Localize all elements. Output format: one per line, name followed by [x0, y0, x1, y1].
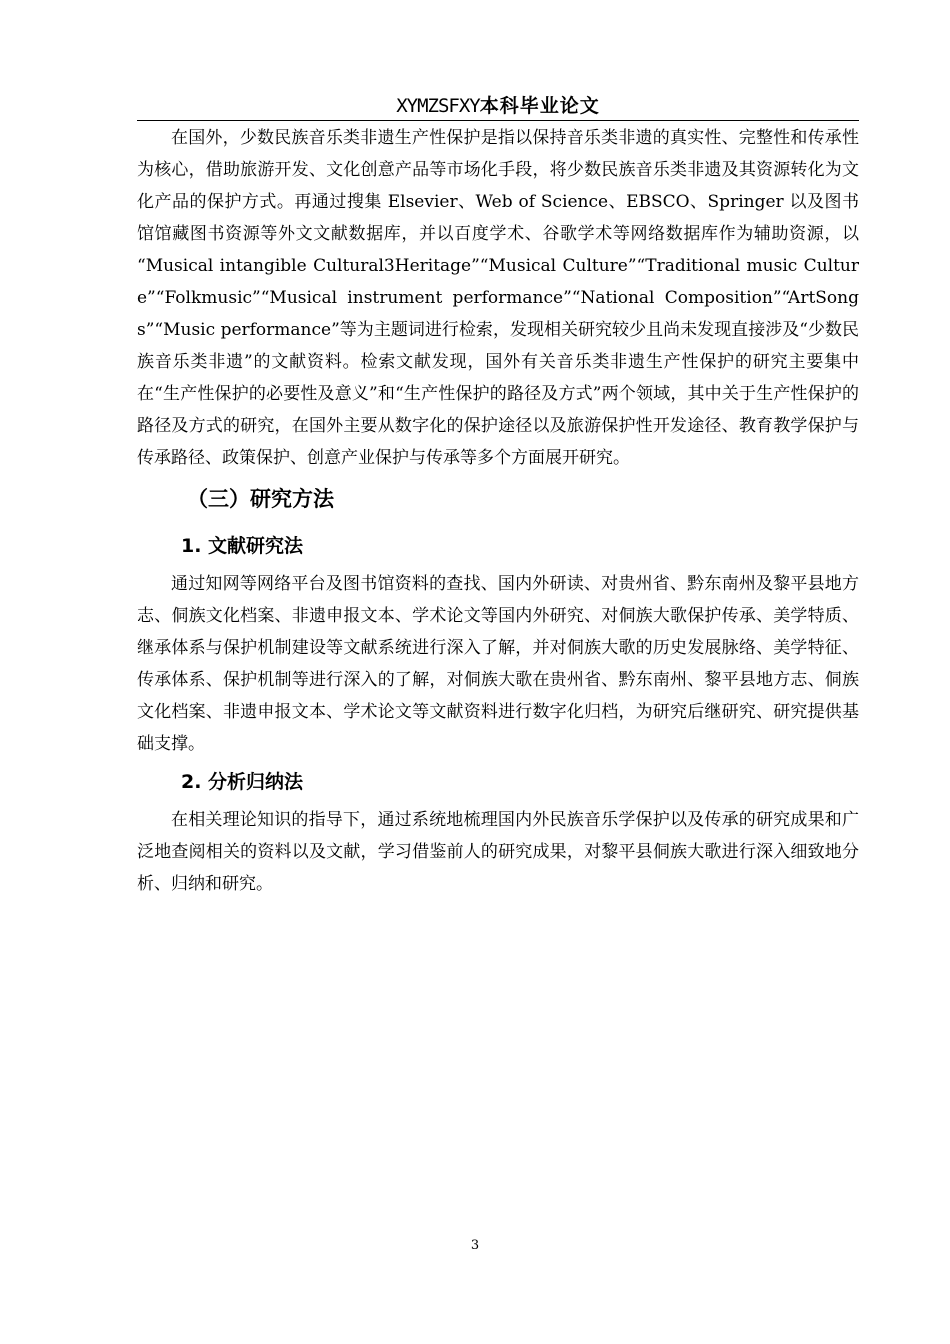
section-heading-research-methods: （三）研究方法	[187, 487, 334, 511]
running-header	[137, 92, 859, 121]
header-school-code: XYMZSFXY	[396, 95, 480, 117]
paragraph-foreign-research: 在国外，少数民族音乐类非遗生产性保护是指以保持音乐类非遗的真实性、完整性和传承性为核心，借助旅游开发、文化创意产品等市场化手段，将少数民族音乐类非遗及其资源转化为文化产品的保护方式。再通过搜集 Elsevier、Web of Science、EBSCO、Springer 以及图书馆馆藏图书资源等外文文献数据库，并以百度学术、谷歌学术等网络数据库作为辅助资源，以 “Musical intangible Cultural3Heritage”“Musical Culture”“Traditional music Culture”“Folkmusic”“Musical instrument performance”“National Composition”“ArtSongs”“Music performance”等为主题词进行检索，发现相关研究较少且尚未发现直接涉及“少数民族音乐类非遗”的文献资料。检索文献发现，国外有关音乐类非遗生产性保护的研究主要集中在“生产性保护的必要性及意义”和“生产性保护的路径及方式”两个领域，其中关于生产性保护的路径及方式的研究，在国外主要从数字化的保护途径以及旅游保护性开发途径、教育教学保护与传承路径、政策保护、创意产业保护与传承等多个方面展开研究。	[137, 128, 859, 468]
page-number: 3	[470, 1238, 480, 1253]
subheading-analysis-method: 2. 分析归纳法	[181, 771, 304, 793]
paragraph-literature-method: 通过知网等网络平台及图书馆资料的查找、国内外研读、对贵州省、黔东南州及黎平县地方志、侗族文化档案、非遗申报文本、学术论文等国内外研究、对侗族大歌保护传承、美学特质、继承体系与保护机制建设等文献系统进行深入了解，并对侗族大歌的历史发展脉络、美学特征、传承体系、保护机制等进行深入的了解，对侗族大歌在贵州省、黔东南州、黎平县地方志、侗族文化档案、非遗申报文本、学术论文等文献资料进行数字化归档，为研究后继研究、研究提供基础支撑。	[137, 574, 859, 754]
paragraph-analysis-method: 在相关理论知识的指导下，通过系统地梳理国内外民族音乐学保护以及传承的研究成果和广泛地查阅相关的资料以及文献，学习借鉴前人的研究成果，对黎平县侗族大歌进行深入细致地分析、归纳和研究。	[137, 810, 859, 894]
document-body	[137, 122, 859, 900]
subheading-literature-method: 1. 文献研究法	[181, 535, 304, 557]
header-thesis-title: 本科毕业论文	[479, 95, 600, 117]
